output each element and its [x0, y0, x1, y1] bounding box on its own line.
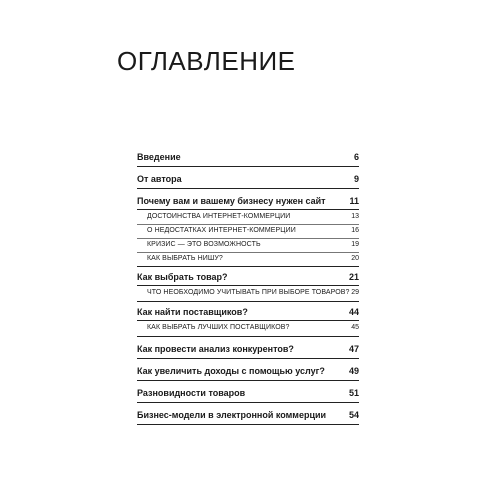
toc-entry	[137, 152, 359, 162]
toc-subentry-page: 45	[351, 324, 359, 331]
toc-entry-label: Как найти поставщиков?	[137, 307, 248, 317]
divider	[137, 266, 359, 267]
toc-entry-page: 21	[348, 272, 359, 282]
toc-subentry-page: 19	[351, 241, 359, 248]
divider	[137, 238, 359, 239]
toc-subentry-page: 13	[351, 213, 359, 220]
toc-entry	[137, 344, 359, 354]
toc-entry-page: 47	[348, 344, 359, 354]
toc-entry-page: 54	[348, 410, 359, 420]
toc-entry-label: Как выбрать товар?	[137, 272, 228, 282]
toc-subentry	[137, 255, 359, 262]
toc-entry-label: Разновидности товаров	[137, 388, 246, 398]
toc-subentry	[137, 227, 359, 234]
divider	[137, 209, 359, 210]
toc-subentry	[137, 289, 359, 296]
toc-subentry-label: КАК ВЫБРАТЬ НИШУ?	[147, 255, 223, 262]
toc-subentry-label: КРИЗИС — ЭТО ВОЗМОЖНОСТЬ	[147, 241, 261, 248]
toc-subentry	[137, 324, 359, 331]
divider	[137, 166, 359, 167]
toc-entry	[137, 410, 359, 420]
toc-subentry-label: ДОСТОИНСТВА ИНТЕРНЕТ-КОММЕРЦИИ	[147, 213, 291, 220]
divider	[137, 380, 359, 381]
toc-entry-label: Введение	[137, 152, 181, 162]
toc-subentry-page: 20	[351, 255, 359, 262]
toc-entry-label: Как увеличить доходы с помощью услуг?	[137, 366, 325, 376]
divider	[137, 320, 359, 321]
toc-entry-label: Почему вам и вашему бизнесу нужен сайт	[137, 196, 326, 206]
toc-entry-page: 44	[348, 307, 359, 317]
toc-entry	[137, 307, 359, 317]
toc-entry	[137, 388, 359, 398]
page-title: ОГЛАВЛЕНИЕ	[117, 46, 296, 76]
divider	[137, 358, 359, 359]
toc-entry-page: 49	[348, 366, 359, 376]
divider	[137, 301, 359, 302]
toc-entry-label: От автора	[137, 174, 182, 184]
toc-subentry-label: КАК ВЫБРАТЬ ЛУЧШИХ ПОСТАВЩИКОВ?	[147, 324, 290, 331]
divider	[137, 188, 359, 189]
toc-subentry-page: 16	[351, 227, 359, 234]
toc-subentry-page: 29	[351, 289, 359, 296]
divider	[137, 424, 359, 425]
toc-subentry	[137, 241, 359, 248]
divider	[137, 402, 359, 403]
toc-subentry-label: О НЕДОСТАТКАХ ИНТЕРНЕТ-КОММЕРЦИИ	[147, 227, 296, 234]
toc-entry-page: 6	[353, 152, 359, 162]
toc-entry-page: 11	[349, 196, 359, 206]
toc-entry	[137, 272, 359, 282]
toc-entry-label: Бизнес-модели в электронной коммерции	[137, 410, 327, 420]
divider	[137, 252, 359, 253]
divider	[137, 336, 359, 337]
toc-entry	[137, 366, 359, 376]
toc-entry-page: 9	[353, 174, 359, 184]
toc-entry	[137, 196, 359, 206]
toc-entry	[137, 174, 359, 184]
toc-entry-page: 51	[348, 388, 359, 398]
toc-subentry	[137, 213, 359, 220]
divider	[137, 285, 359, 286]
divider	[137, 224, 359, 225]
toc-entry-label: Как провести анализ конкурентов?	[137, 344, 294, 354]
toc-subentry-label: ЧТО НЕОБХОДИМО УЧИТЫВАТЬ ПРИ ВЫБОРЕ ТОВАРОВ?	[147, 289, 350, 296]
